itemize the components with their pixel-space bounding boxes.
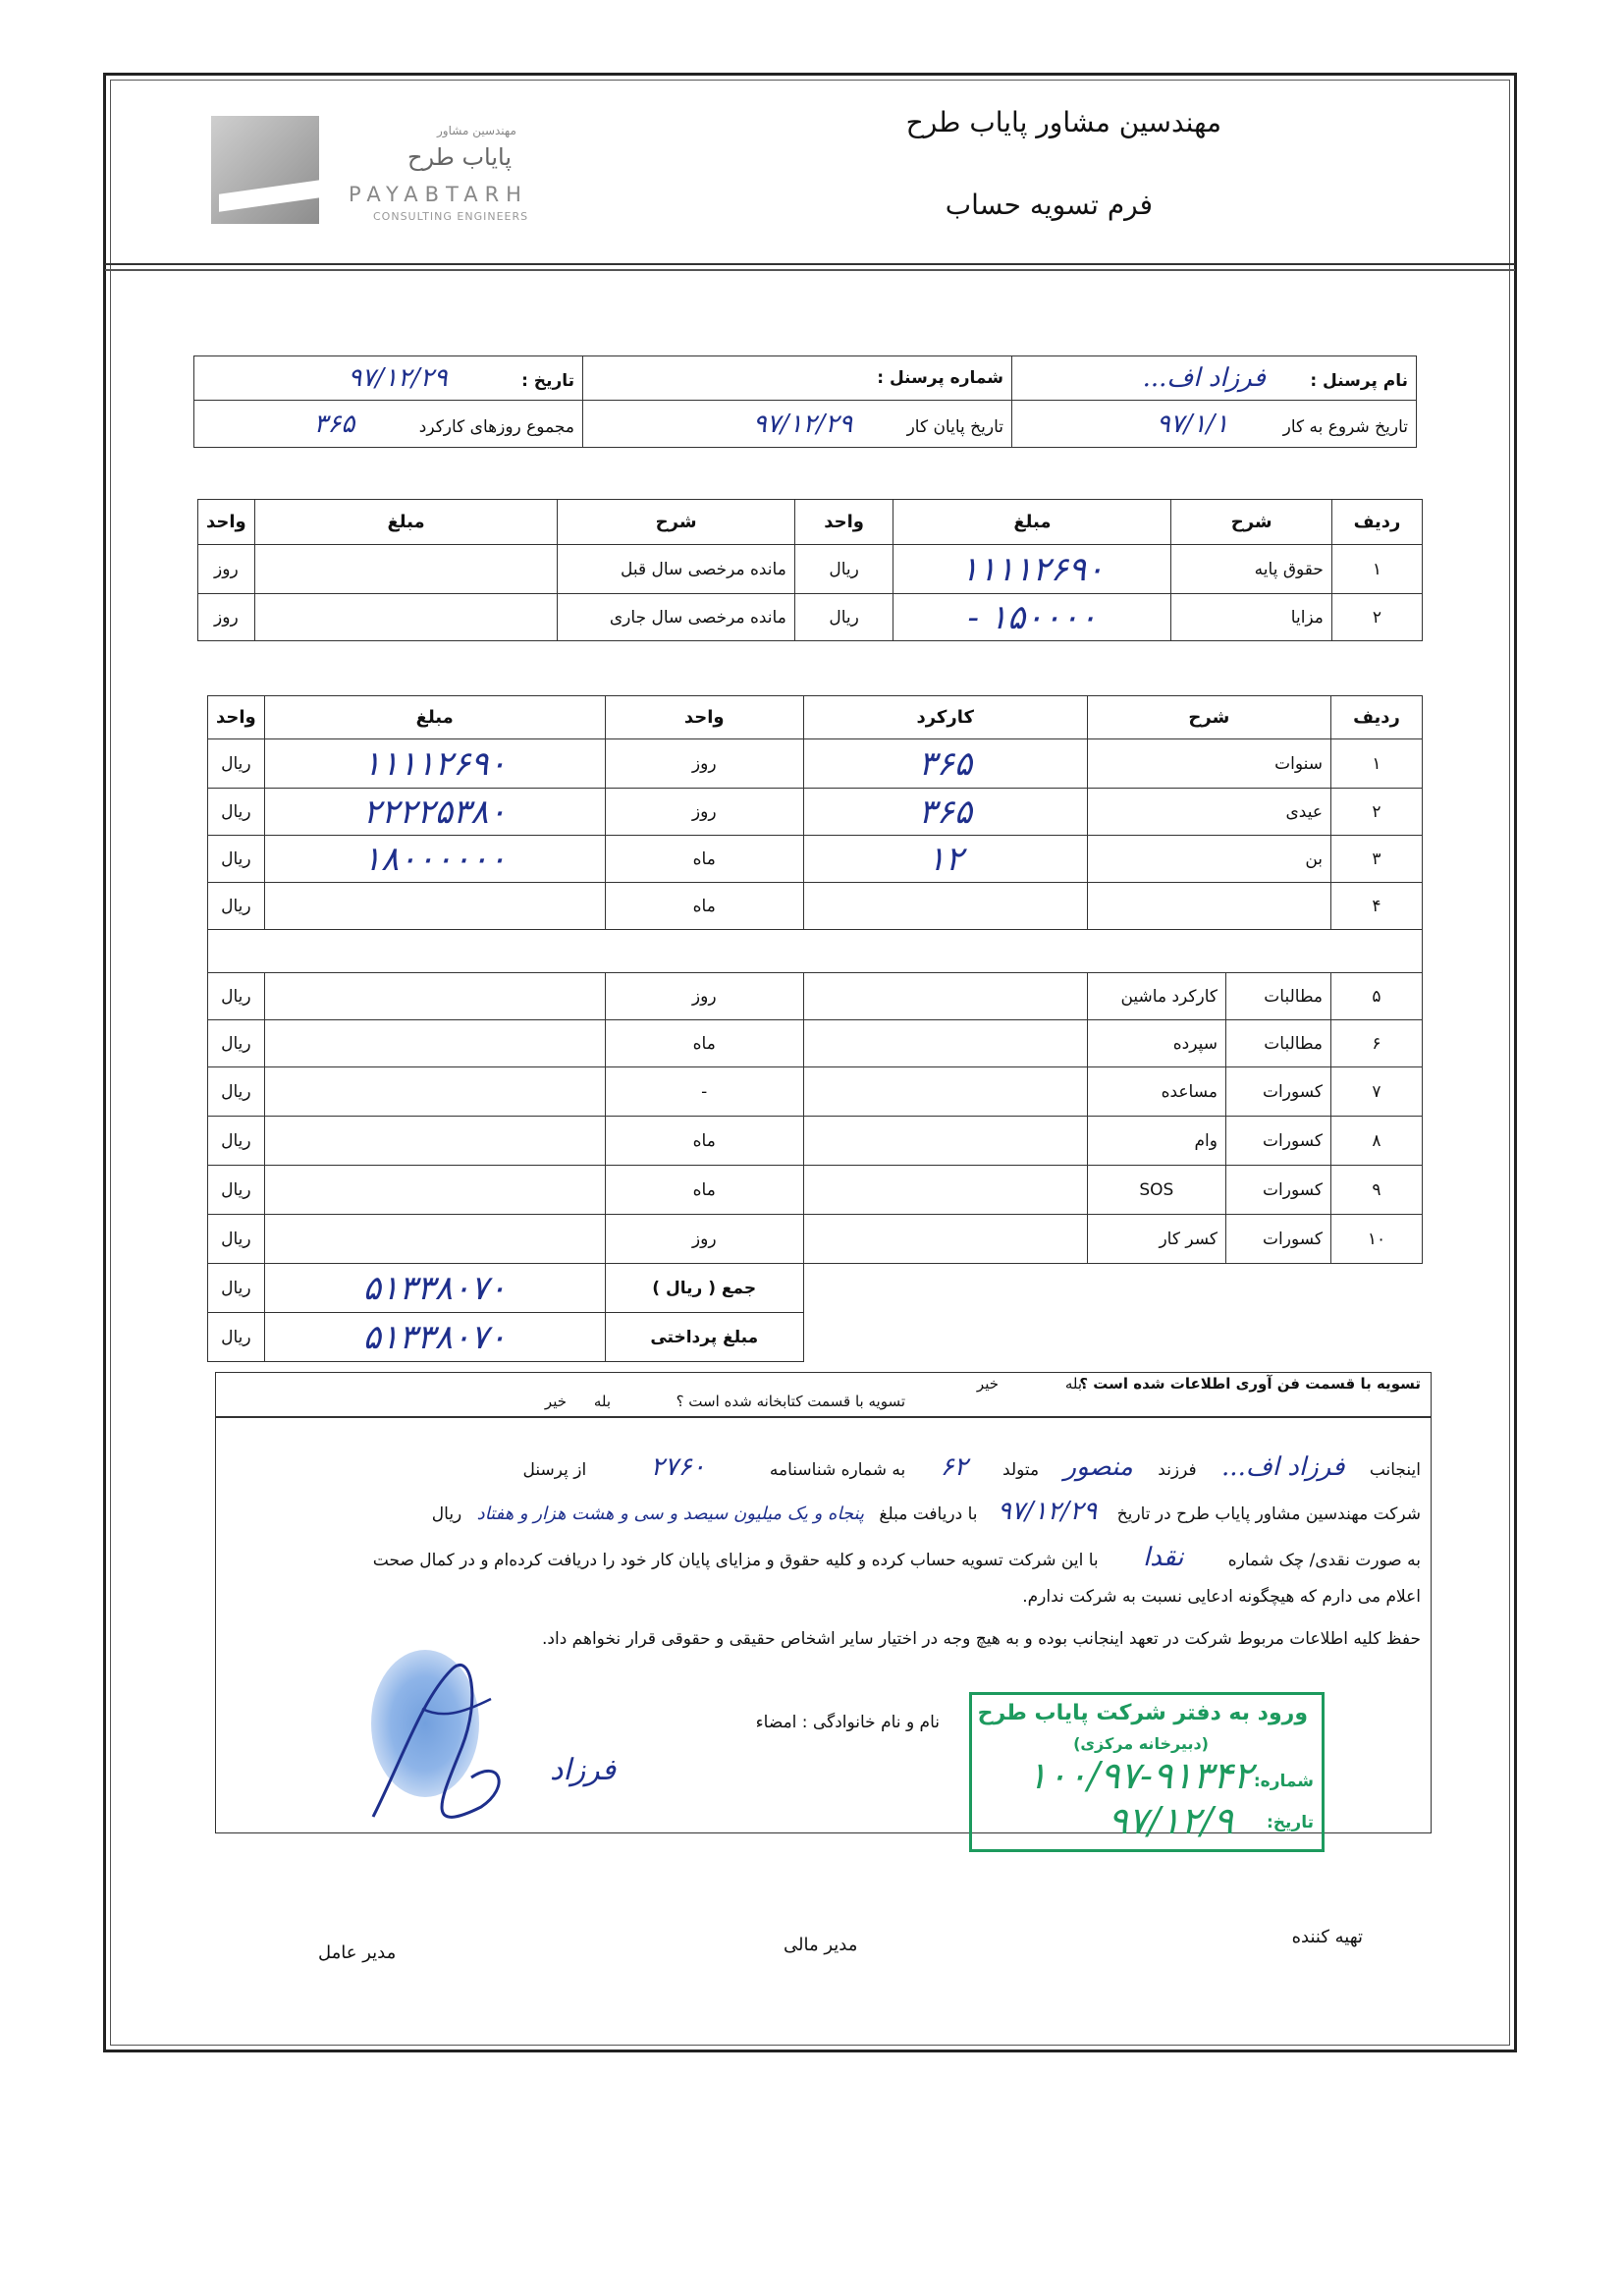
logo-small: مهندسین مشاور (437, 124, 516, 137)
t2-r7-desc: مساعده (1087, 1067, 1225, 1117)
t2-r10-unit: روز (605, 1215, 803, 1264)
t1-r2-unit2: روز (198, 594, 255, 641)
personnel-no-label: شماره پرسنل : (877, 368, 1003, 388)
t1-h-desc2: شرح (558, 500, 794, 545)
table-row (208, 883, 1423, 930)
t2-r10-no: ۱۰ (1331, 1215, 1423, 1264)
decl-year: ۶۲ (940, 1452, 968, 1482)
stamp-date-value: ۹۷/۱۲/۹ (1108, 1799, 1233, 1842)
lib-no[interactable]: خیر (544, 1393, 567, 1410)
registry-stamp (969, 1692, 1325, 1852)
t2-r5-desc: کارکرد ماشین (1087, 973, 1225, 1020)
stamp-date-label: تاریخ: (1267, 1813, 1314, 1832)
t2-r3-no: ۳ (1331, 836, 1423, 883)
decl-name: فرزاد اف... (1221, 1452, 1345, 1482)
t1-h-unit2: واحد (198, 500, 255, 545)
t2-r6-cat: مطالبات (1226, 1020, 1331, 1067)
ceo-label: مدیر عامل (318, 1942, 397, 1963)
t2-r9-unit: ماه (605, 1166, 803, 1215)
t2-r5-no: ۵ (1331, 973, 1423, 1020)
t2-r7-cat: کسورات (1226, 1067, 1331, 1117)
table-row (198, 594, 1423, 641)
t2-r2-no: ۲ (1331, 789, 1423, 836)
table-row (208, 1020, 1423, 1067)
info-date-cell (194, 356, 583, 401)
decl-date: ۹۷/۱۲/۲۹ (997, 1497, 1098, 1526)
decl-father: منصور (1063, 1452, 1133, 1482)
t2-r2-desc: عیدی (1087, 789, 1330, 836)
t2-r3-unit: ماه (605, 836, 803, 883)
t2-h-work: کارکرد (803, 696, 1087, 739)
table-row-spacer (208, 930, 1423, 973)
it-yes[interactable]: بله (1064, 1375, 1082, 1393)
t2-r3-desc: بن (1087, 836, 1330, 883)
t2-h-amount: مبلغ (264, 696, 605, 739)
payable-value: ۵۱۳۳۸۰۷۰ (264, 1313, 605, 1362)
start-label: تاریخ شروع به کار (1282, 416, 1408, 437)
t1-h-desc: شرح (1171, 500, 1332, 545)
form-title: فرم تسویه حساب (945, 189, 1153, 221)
logo-fa: پایاب طرح (407, 143, 513, 171)
t2-r8-desc: وام (1087, 1117, 1225, 1166)
total-unit: ریال (208, 1264, 265, 1313)
table-row (208, 1215, 1423, 1264)
info-days-cell (194, 401, 583, 448)
t1-r2-desc: مزایا (1171, 594, 1332, 641)
t2-r4-work (803, 883, 1087, 930)
date-value: ۹۷/۱۲/۲۹ (348, 363, 448, 393)
end-value: ۹۷/۱۲/۲۹ (752, 409, 853, 439)
t2-r1-work: ۳۶۵ (803, 739, 1087, 789)
t2-r1-no: ۱ (1331, 739, 1423, 789)
finance-manager-label: مدیر مالی (784, 1935, 858, 1955)
stamp-no-value: ۱۰۰/۹۷-۹۱۳۴۲ (1027, 1754, 1253, 1797)
table-row (198, 545, 1423, 594)
table-row (208, 1166, 1423, 1215)
t2-r9-desc: SOS (1087, 1166, 1225, 1215)
t2-r6-unit2: ریال (208, 1020, 265, 1067)
t2-r8-no: ۸ (1331, 1117, 1423, 1166)
t2-r1-unit: روز (605, 739, 803, 789)
table-row (208, 973, 1423, 1020)
sign-label: نام و نام خانوادگی : امضاء (755, 1713, 940, 1732)
t1-r1-unit2: روز (198, 545, 255, 594)
t2-r10-cat: کسورات (1226, 1215, 1331, 1264)
decl-line-2: شرکت مهندسین مشاور پایاب طرح در تاریخ ۹۷/۱۲/۲۹ با دریافت مبلغ پنجاه و یک میلیون سیصد و سی و هشت هزار و هفتاد ریال (431, 1497, 1421, 1526)
t2-r9-unit2: ریال (208, 1166, 265, 1215)
info-name-cell (1012, 356, 1417, 401)
t2-r1-amount: ۱۱۱۱۲۶۹۰ (264, 739, 605, 789)
decl-amount-words: پنجاه و یک میلیون سیصد و سی و هشت هزار و هفتاد (476, 1503, 864, 1524)
preparer-label: تهیه کننده (1291, 1927, 1363, 1947)
t2-r2-unit: روز (605, 789, 803, 836)
payable-unit: ریال (208, 1313, 265, 1362)
t1-r2-no: ۲ (1331, 594, 1422, 641)
t2-r3-amount: ۱۸۰۰۰۰۰۰ (264, 836, 605, 883)
t2-r10-desc: کسر کار (1087, 1215, 1225, 1264)
info-personnel-cell (583, 356, 1012, 401)
days-label: مجموع روزهای کارکرد (418, 416, 574, 437)
t1-r1-amount2 (254, 545, 558, 594)
sign-name: فرزاد (550, 1753, 617, 1787)
t2-r6-no: ۶ (1331, 1020, 1423, 1067)
company-name: مهندسین مشاور پایاب طرح (905, 106, 1221, 138)
t1-h-amount2: مبلغ (254, 500, 558, 545)
info-table (193, 355, 1417, 448)
t1-r1-desc2: مانده مرخصی سال قبل (558, 545, 794, 594)
t2-r2-amount: ۲۲۲۲۵۳۸۰ (264, 789, 605, 836)
table-row (208, 1117, 1423, 1166)
t2-r7-unit: - (605, 1067, 803, 1117)
t2-h-unit2: واحد (208, 696, 265, 739)
date-label: تاریخ : (521, 371, 574, 391)
t1-h-amount: مبلغ (893, 500, 1171, 545)
end-label: تاریخ پایان کار (906, 416, 1003, 437)
logo-mark-icon (211, 116, 319, 224)
t2-r7-no: ۷ (1331, 1067, 1423, 1117)
t1-r1-desc: حقوق پایه (1171, 545, 1332, 594)
t2-r1-unit2: ریال (208, 739, 265, 789)
days-value: ۳۶۵ (313, 409, 355, 439)
t2-r8-cat: کسورات (1226, 1117, 1331, 1166)
decl-line-5: حفظ کلیه اطلاعات مربوط شرکت در تعهد اینجانب بوده و به هیچ وجه در اختیار سایر اشخاص حقیقی و حقوقی قرار نخواهم داد. (542, 1629, 1421, 1649)
decl-line-4: اعلام می دارم که هیچگونه ادعایی نسبت به شرکت ندارم. (1022, 1587, 1421, 1607)
t1-r2-amount2 (254, 594, 558, 641)
salary-table (197, 499, 1423, 641)
t1-r1-no: ۱ (1331, 545, 1422, 594)
t2-r5-unit: روز (605, 973, 803, 1020)
t2-h-desc: شرح (1087, 696, 1330, 739)
name-value: فرزاد اف... (1142, 363, 1266, 393)
stamp-no-label: شماره: (1253, 1772, 1314, 1791)
t2-r10-unit2: ریال (208, 1215, 265, 1264)
start-value: ۹۷/۱/۱ (1156, 409, 1229, 439)
payable-label: مبلغ پرداختی (605, 1313, 803, 1362)
t1-h-no: ردیف (1331, 500, 1422, 545)
decl-id: ۲۷۶۰ (650, 1452, 706, 1482)
t2-r8-unit: ماه (605, 1117, 803, 1166)
lib-yes[interactable]: بله (593, 1393, 611, 1410)
t1-r1-amount: ۱۱۱۱۲۶۹۰ (893, 545, 1171, 594)
table-row (208, 1067, 1423, 1117)
signature-icon (363, 1640, 520, 1846)
header-divider (105, 263, 1515, 271)
t2-r4-unit: ماه (605, 883, 803, 930)
stamp-title: ورود به دفتر شرکت پایاب طرح (977, 1701, 1308, 1725)
decl-line-1: اینجانب فرزاد اف... فرزند منصور متولد ۶۲ به شماره شناسنامه ۲۷۶۰ از پرسنل (522, 1452, 1421, 1482)
t1-r2-unit: ریال (794, 594, 893, 641)
t2-r3-work: ۱۲ (803, 836, 1087, 883)
name-label: نام پرسنل : (1310, 371, 1408, 391)
payable-row (208, 1313, 1423, 1362)
t2-r2-unit2: ریال (208, 789, 265, 836)
t1-r2-amount: ۱۵۰۰۰۰ - (893, 594, 1171, 641)
decl-line-3: به صورت نقدی/ چک شماره نقدا با این شرکت تسویه حساب کرده و کلیه حقوق و مزایای پایان کار خود را دریافت کرده‌ام و در کمال صحت (372, 1543, 1421, 1572)
total-value: ۵۱۳۳۸۰۷۰ (264, 1264, 605, 1313)
t2-r8-unit2: ریال (208, 1117, 265, 1166)
t2-r3-unit2: ریال (208, 836, 265, 883)
table-row (208, 789, 1423, 836)
t1-r2-desc2: مانده مرخصی سال جاری (558, 594, 794, 641)
t2-r4-desc (1087, 883, 1330, 930)
t2-h-no: ردیف (1331, 696, 1423, 739)
t2-r9-no: ۹ (1331, 1166, 1423, 1215)
decl-check: نقدا (1143, 1543, 1184, 1572)
stamp-sub: (دبیرخانه مرکزی) (1073, 1734, 1209, 1753)
logo-en: PAYABTARH (349, 183, 528, 206)
t2-r6-desc: سپرده (1087, 1020, 1225, 1067)
t2-r4-no: ۴ (1331, 883, 1423, 930)
table-row (208, 739, 1423, 789)
t2-r5-unit2: ریال (208, 973, 265, 1020)
t2-r7-unit2: ریال (208, 1067, 265, 1117)
logo-sub: CONSULTING ENGINEERS (373, 210, 529, 223)
t2-r1-desc: سنوات (1087, 739, 1330, 789)
t2-r4-amount (264, 883, 605, 930)
company-logo (211, 116, 579, 229)
total-label: جمع ( ریال ) (605, 1264, 803, 1313)
it-no[interactable]: خیر (976, 1375, 999, 1393)
lib-question: تسویه با قسمت کتابخانه شده است ؟ (676, 1393, 905, 1410)
total-row (208, 1264, 1423, 1313)
table-row (208, 836, 1423, 883)
settlement-check-box (215, 1372, 1432, 1417)
t2-r6-unit: ماه (605, 1020, 803, 1067)
t1-r1-unit: ریال (794, 545, 893, 594)
it-question: تسویه با قسمت فن آوری اطلاعات شده است ؟ (1079, 1375, 1421, 1393)
settlement-table (207, 695, 1423, 1362)
info-start-cell (1012, 401, 1417, 448)
t2-h-unit: واحد (605, 696, 803, 739)
t2-r4-unit2: ریال (208, 883, 265, 930)
t1-h-unit: واحد (794, 500, 893, 545)
info-end-cell (583, 401, 1012, 448)
t2-r9-cat: کسورات (1226, 1166, 1331, 1215)
t2-r2-work: ۳۶۵ (803, 789, 1087, 836)
t2-r5-cat: مطالبات (1226, 973, 1331, 1020)
